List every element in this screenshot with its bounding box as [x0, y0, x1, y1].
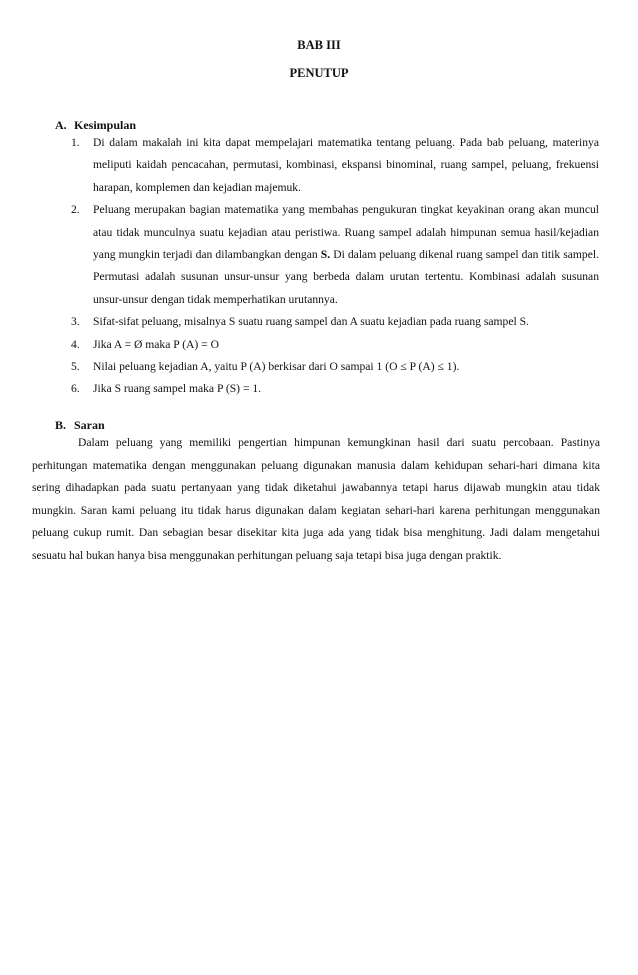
chapter-number: BAB III [297, 38, 341, 52]
section-b-letter: B. [55, 418, 67, 432]
list-item-number: 2. [71, 203, 80, 217]
list-item-number: 5. [71, 360, 80, 374]
list-item [71, 356, 599, 378]
list-item-number: 1. [71, 136, 80, 149]
list-item-number: 3. [71, 315, 80, 329]
section-a-heading [55, 118, 136, 133]
list-item-text: Sifat-sifat peluang, misalnya S suatu ruang sampel dan A suatu kejadian pada ruang sampel S. [93, 315, 529, 329]
conclusion-list [71, 132, 599, 401]
list-item-number: 6. [71, 382, 80, 396]
list-item-text-continued: Di dalam peluang dikenal ruang sampel dan titik sampel. Permutasi adalah susunan unsur-unsur yang berbeda dalam urutan tertentu. Kombinasi adalah susunan unsur-unsur dengan tidak memperhatikan urutannya. [93, 248, 599, 306]
section-b-title: Saran [74, 418, 105, 432]
section-a-letter: A. [55, 118, 67, 132]
list-item-number: 4. [71, 337, 80, 351]
list-item-text: Jika S ruang sampel maka P (S) = 1. [93, 382, 262, 396]
list-item [71, 311, 599, 333]
list-item-text: Jika A = Ø maka P (A) = O [93, 337, 219, 351]
list-item [71, 199, 599, 311]
list-item-text: Di dalam makalah ini kita dapat mempelajari matematika tentang peluang. Pada bab peluang, materinya meliputi kaidah pencacahan, permutasi, kombinasi, ekspansi binominal, ruang sampel, peluang, frekuensi harapan, komplemen dan kejadian majemuk. [93, 136, 599, 194]
list-item-text: Nilai peluang kejadian A, yaitu P (A) berkisar dari O sampai 1 (O ≤ P (A) ≤ 1). [93, 360, 460, 374]
list-item [71, 334, 599, 356]
section-b-heading [55, 418, 105, 433]
sample-space-symbol: S. [320, 248, 331, 262]
suggestion-paragraph: Dalam peluang yang memiliki pengertian himpunan kemungkinan hasil dari suatu percobaan. Pastinya perhitungan matematika dengan menggunakan peluang digunakan manusia dalam kehidupan sehari-hari dimana kita sering dihadapkan pada suatu pertanyaan yang tidak diketahui jawabannya tetapi harus dijawab mungkin atau tidak mungkin. Saran kami peluang itu tidak harus digunakan dalam kegiatan sehari-hari karena perhitungan menggunakan peluang cukup rumit. Dan sebagian besar disekitar kita juga ada yang tidak bisa menghitung. Jadi dalam mengetahui sesuatu hal bukan hanya bisa menggunakan perhitungan peluang saja tetapi bisa juga dengan praktik. [32, 436, 600, 562]
chapter-title: PENUTUP [289, 66, 349, 80]
section-a-title: Kesimpulan [74, 118, 137, 132]
list-item [71, 378, 599, 400]
list-item [71, 132, 599, 199]
list-item-text: Peluang merupakan bagian matematika yang membahas pengukuran tingkat keyakinan orang akan muncul atau tidak munculnya suatu kejadian atau peristiwa. Ruang sampel adalah himpunan semua hasil/kejadian yang mungkin terjadi dan dilambangkan dengan [93, 203, 599, 262]
